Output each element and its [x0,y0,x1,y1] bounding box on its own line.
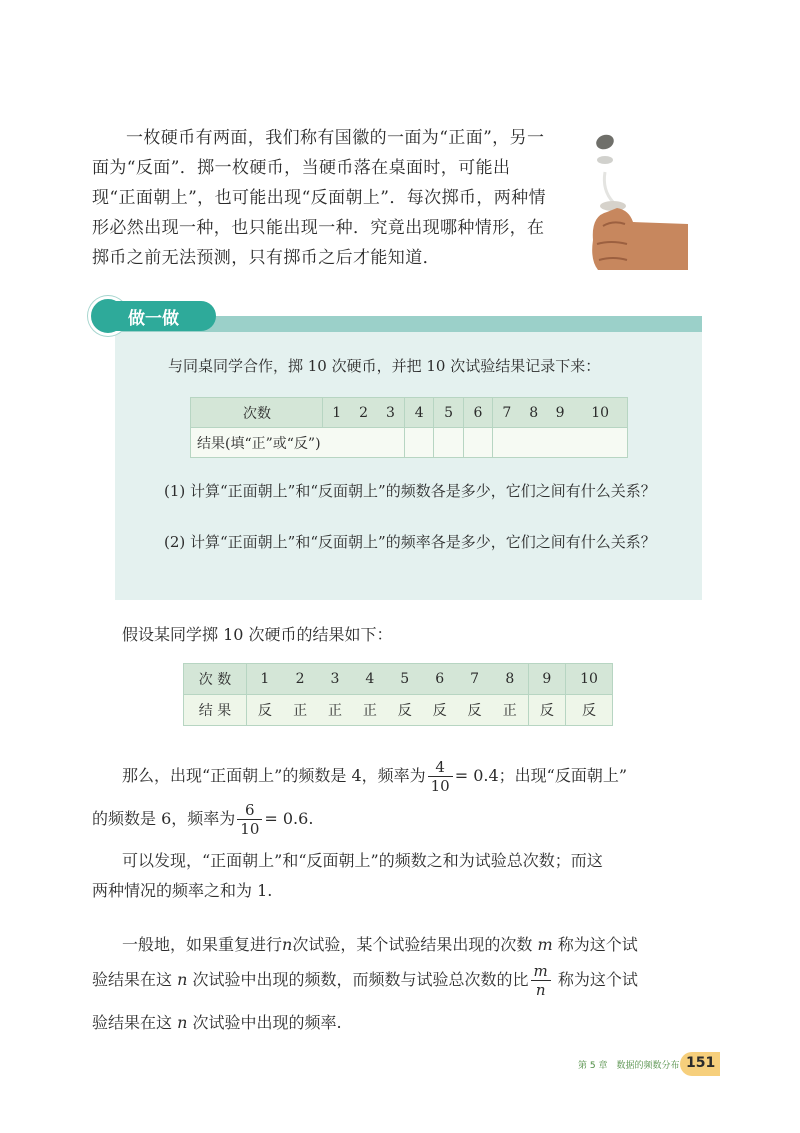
coin-toss-photo [585,128,690,276]
activity-title: 做一做 [128,309,179,329]
example-result: 反 [387,695,422,726]
example-col-1: 1 [247,664,283,695]
frequency-paragraph-line2 [92,801,313,838]
example-result: 反 [457,695,492,726]
example-result: 反 [528,695,565,726]
record-col-3: 3 [377,398,405,428]
example-result: 反 [422,695,457,726]
record-col-1: 1 [323,398,351,428]
example-col-9: 9 [528,664,565,695]
record-col-9: 9 [547,398,573,428]
fraction-4-10: $\frac{4}{10}$ [428,758,453,795]
definition-line2: 验结果在这 n 次试验中出现的频数，而频数与试验总次数的比 $\frac{m}{n}$ 称为这个试 [92,962,638,999]
example-table-header-row [184,664,613,695]
definition-line3: 验结果在这 n 次试验中出现的频率. [92,1013,342,1032]
record-table-result-row [191,428,628,458]
record-table-row-label: 结果(填“正”或“反”) [191,428,405,458]
var-n: n [282,935,293,954]
record-col-10: 10 [573,398,627,428]
record-table-header-label: 次数 [191,398,323,428]
record-table [190,397,628,458]
frequency-paragraph-line1 [122,758,627,795]
var-m: m [537,935,553,954]
para1-text-c: 的频数是 6，频率为 [92,809,236,828]
record-cell [493,428,628,458]
var-n: n [177,1013,188,1032]
example-header-label: 次 数 [184,664,247,695]
activity-instructions: 与同桌同学合作，掷 10 次硬币，并把 10 次试验结果记录下来： [168,357,601,375]
record-cell [405,428,434,458]
para1-text-a: 那么，出现“正面朝上”的频数是 4，频率为 [122,766,426,785]
example-result: 正 [283,695,318,726]
var-n: n [177,970,188,989]
example-col-5: 5 [387,664,422,695]
para1-text-d: = 0.6. [264,809,314,828]
example-col-7: 7 [457,664,492,695]
fraction-m-n: $\frac{m}{n}$ [531,962,551,999]
example-col-3: 3 [318,664,353,695]
example-result-label: 结 果 [184,695,247,726]
observation-line1: 可以发现，“正面朝上”和“反面朝上”的频数之和为试验总次数；而这 [122,851,603,870]
example-result: 反 [247,695,283,726]
example-result: 正 [318,695,353,726]
record-col-2: 2 [350,398,376,428]
chapter-footer: 第 5 章 数据的频数分布 [578,1061,680,1071]
record-cell [434,428,463,458]
record-col-7: 7 [493,398,521,428]
record-col-8: 8 [520,398,546,428]
example-result: 正 [492,695,528,726]
fraction-6-10: $\frac{6}{10}$ [237,801,262,838]
record-col-4: 4 [405,398,434,428]
example-intro: 假设某同学掷 10 次硬币的结果如下： [122,625,393,644]
record-col-5: 5 [434,398,463,428]
example-table [183,663,613,726]
intro-paragraph: 一枚硬币有两面，我们称有国徽的一面为“正面”，另一面为“反面”．掷一枚硬币，当硬币落在桌面时，可能出现“正面朝上”，也可能出现“反面朝上”．每次掷币，两种情形必然出现一种，也只能出现一种．究竟出现哪种情形，在掷币之前无法预测，只有掷币之后才能知道． [92,128,546,268]
example-col-8: 8 [492,664,528,695]
definition-line1: 一般地，如果重复进行n次试验，某个试验结果出现的次数 m 称为这个试 [122,935,638,954]
record-table-header-row [191,398,628,428]
record-cell [463,428,492,458]
record-col-6: 6 [463,398,492,428]
example-col-4: 4 [352,664,387,695]
example-result: 正 [352,695,387,726]
question-1: (1) 计算“正面朝上”和“反面朝上”的频数各是多少，它们之间有什么关系？ [164,482,656,500]
page-number: 151 [686,1055,716,1071]
example-result: 反 [566,695,613,726]
example-col-6: 6 [422,664,457,695]
example-table-result-row [184,695,613,726]
para1-text-b: = 0.4；出现“反面朝上” [454,766,628,785]
activity-header [88,296,218,336]
observation-line2: 两种情况的频率之和为 1. [92,881,273,900]
example-col-10: 10 [566,664,613,695]
question-2: (2) 计算“正面朝上”和“反面朝上”的频率各是多少，它们之间有什么关系？ [164,533,656,551]
example-col-2: 2 [283,664,318,695]
